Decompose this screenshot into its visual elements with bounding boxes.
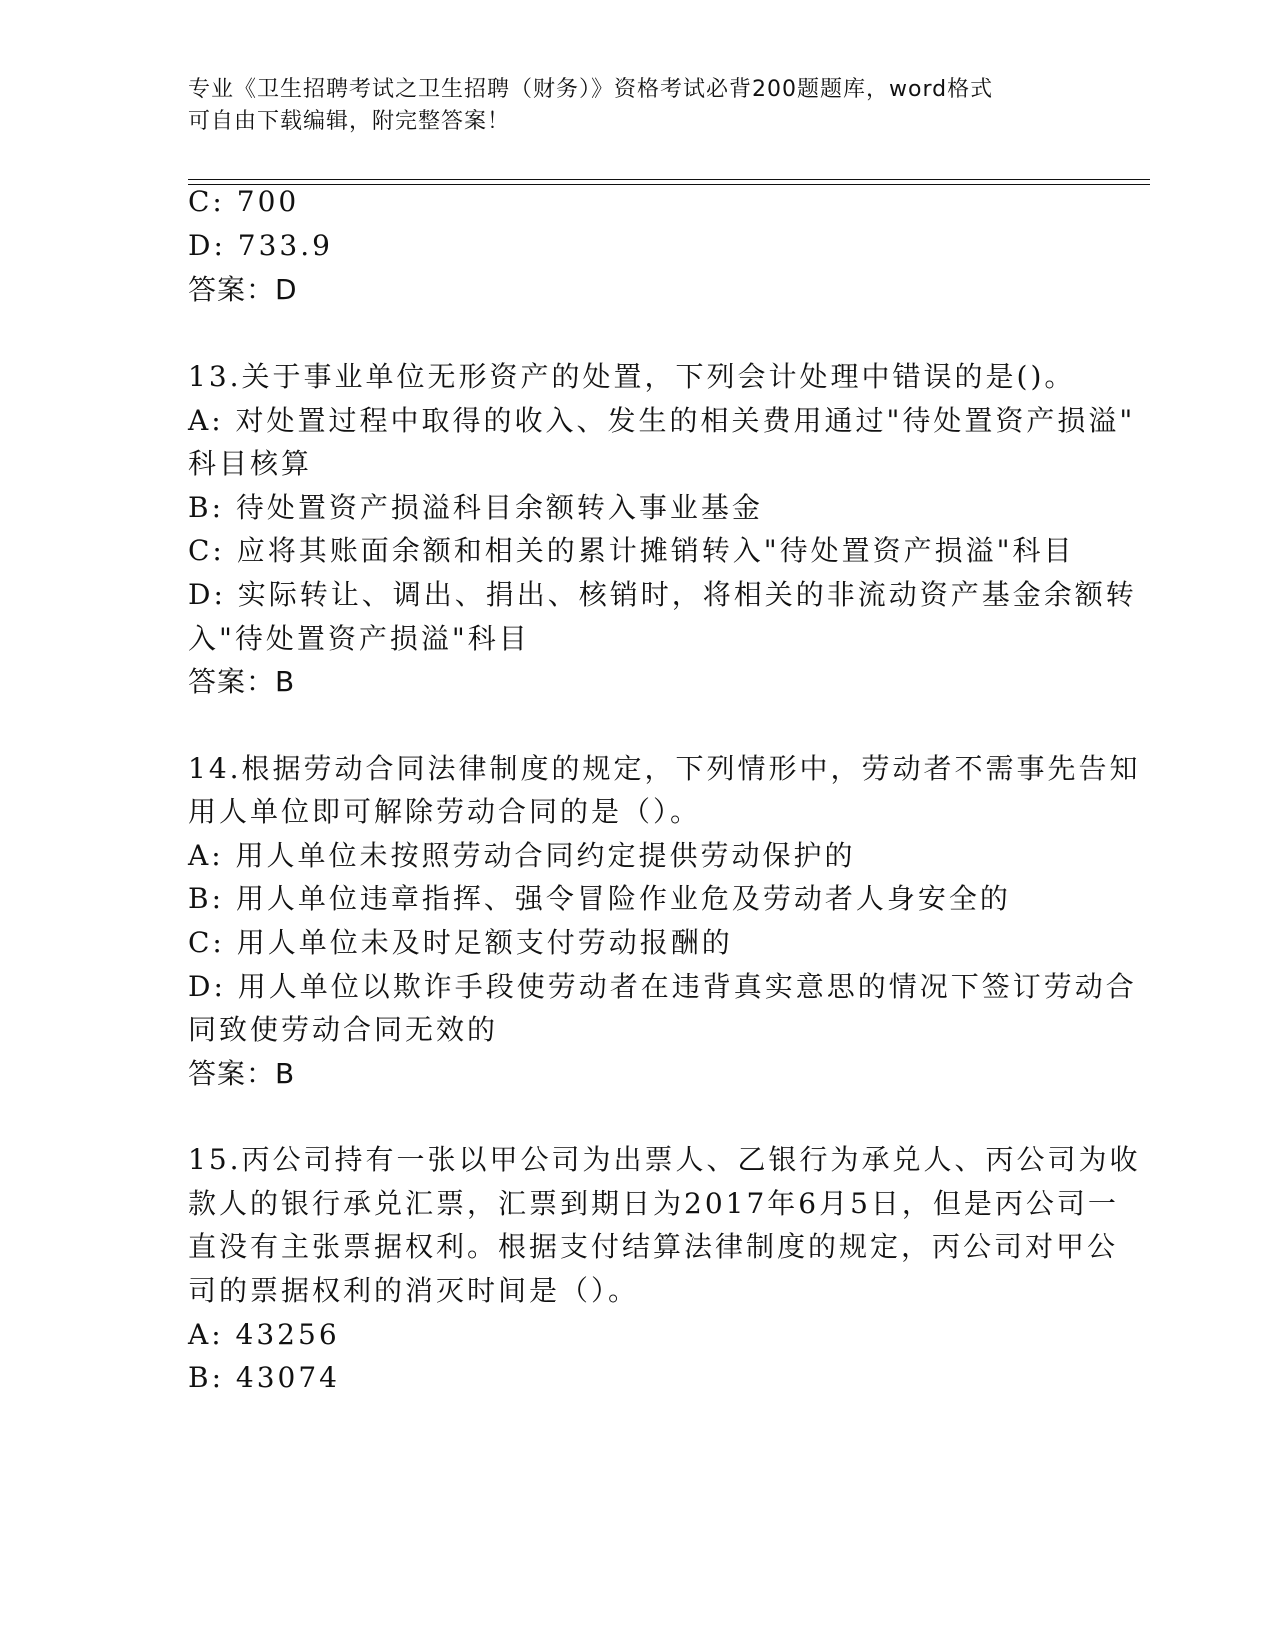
header-title-line-2: 可自由下载编辑，附完整答案！ xyxy=(188,109,511,134)
q14-option-d: D: 用人单位以欺诈手段使劳动者在违背真实意思的情况下签订劳动合 xyxy=(188,970,1137,1003)
q15-stem-line-3: 直没有主张票据权利。根据支付结算法律制度的规定，丙公司对甲公 xyxy=(188,1230,1119,1263)
q14-stem: 14.根据劳动合同法律制度的规定，下列情形中，劳动者不需事先告知 xyxy=(188,752,1141,785)
q14-option-d-continued: 同致使劳动合同无效的 xyxy=(188,1013,499,1046)
document-header xyxy=(188,74,1068,138)
q14-stem-continued: 用人单位即可解除劳动合同的是（）。 xyxy=(188,795,702,828)
header-title-line-1: 专业《卫生招聘考试之卫生招聘（财务）》资格考试必背200题题库，word格式 xyxy=(188,77,994,102)
q13-option-d-continued: 入"待处置资产损溢"科目 xyxy=(188,622,530,655)
q15-option-a: A: 43256 xyxy=(188,1318,340,1351)
prev-answer: 答案：D xyxy=(188,273,298,306)
q13-option-d: D: 实际转让、调出、捐出、核销时，将相关的非流动资产基金余额转 xyxy=(188,578,1137,611)
q13-stem: 13.关于事业单位无形资产的处置，下列会计处理中错误的是()。 xyxy=(188,360,1076,393)
q15-option-b: B: 43074 xyxy=(188,1361,340,1394)
q14-option-b: B: 用人单位违章指挥、强令冒险作业危及劳动者人身安全的 xyxy=(188,882,1011,915)
header-divider-bottom xyxy=(188,184,1150,185)
q13-option-a: A: 对处置过程中取得的收入、发生的相关费用通过"待处置资产损溢" xyxy=(188,404,1136,437)
q14-option-c: C: 用人单位未及时足额支付劳动报酬的 xyxy=(188,926,733,959)
q15-stem-line-2: 款人的银行承兑汇票，汇票到期日为2017年6月5日，但是丙公司一 xyxy=(188,1187,1119,1220)
q15-stem-line-4: 司的票据权利的消灭时间是（）。 xyxy=(188,1274,640,1307)
q13-option-c: C: 应将其账面余额和相关的累计摊销转入"待处置资产损溢"科目 xyxy=(188,534,1075,567)
q15-stem: 15.丙公司持有一张以甲公司为出票人、乙银行为承兑人、丙公司为收 xyxy=(188,1143,1141,1176)
q13-answer: 答案：B xyxy=(188,665,296,698)
prev-option-c: C: 700 xyxy=(188,185,300,218)
header-divider-top xyxy=(188,179,1150,180)
q13-option-a-continued: 科目核算 xyxy=(188,447,313,480)
q14-answer: 答案：B xyxy=(188,1057,296,1090)
q13-option-b: B: 待处置资产损溢科目余额转入事业基金 xyxy=(188,491,763,524)
prev-option-d: D: 733.9 xyxy=(188,229,333,262)
q14-option-a: A: 用人单位未按照劳动合同约定提供劳动保护的 xyxy=(188,839,856,872)
